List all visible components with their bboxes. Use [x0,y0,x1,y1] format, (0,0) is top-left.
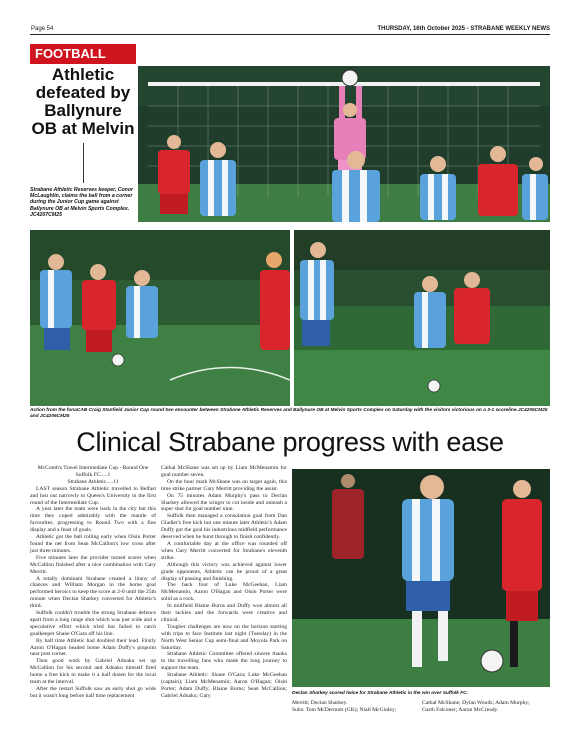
paragraph: A totally dominant Strabane created a litany of chances and William Morgan in the home goal performed heroics to keep the score at 2-0 until the 25th minute when Declan Sharkey converted for Athletic's third. [30,575,156,610]
paragraph: Strabane Athletic: Shane O'Gara; Luke McGeehan (captain); Liam McMenamin; Aaron O'Hagan; Oisin Porter; Adam Duffy; Blaine Burns; Sean McCallion; Gabriel Adnaku; Gary [161,672,287,699]
paragraph: Although this victory was achieved against lower grade opponents, Athletic can be proud of a great display of passing and finishing. [161,561,287,582]
paragraph: Tougher challenges are now on the horizon starting with trips to face Institute last night (Tuesday) in the North West Senior Cup semi-final and Moyola Park on Saturday. [161,623,287,651]
subs-list-left [292,700,416,714]
score-line-away: Strabane Athletic.....11 [67,478,119,485]
article-column-1 [30,465,156,700]
section-label: FOOTBALL [30,44,136,64]
story2-headline: Clinical Strabane progress with ease [76,427,504,457]
paragraph: A year later the team were back in the city but this time they coped admirably with the mantle of favourites, progressing to Round Two with a fine display and a feast of goals. [30,506,156,534]
story1-wide-caption: Action from the fonaCAB Craig Stanfield Junior Cup round two encounter between Strabane Athletic Reserves and Ballynure OB at Melvin Sports Complex on Saturday with the visitors victorious on a 3-1 scoreline.JC4205CM25 and JC4206CM25 [30,408,548,419]
subs-list-right [422,700,550,714]
paragraph: After the restart Suffolk saw an early shot go wide but it wasn't long before half time replacement [30,686,156,699]
photo-goalkeeper-catch [138,66,550,222]
paragraph: By half time Athletic had doubled their lead. Firstly Aaron O'Hagan headed home Adam Duffy's pinpoint near post corner. [30,637,156,658]
paragraph: Suffolk then managed a consolation goal from Dan Gladier's free kick but one minute later Athletic's Adam Duffy got the goal his industrious midfield performance deserved when he burst through to finish confidently. [161,513,287,541]
story1-photo-caption: Strabane Athletic Reserves keeper, Conor McLaughlin, claims the ball from a corner during the Junior Cup game against Ballynure OB at Melvin Sports Complex. JC4207CM25 [30,187,134,218]
article-column-2 [161,465,287,700]
paragraph: Strabane Athletic Committee offered sincere thanks to the travelling fans who made the long journey to support the team. [161,651,287,672]
headline-divider [83,143,84,183]
header-rule [30,34,550,35]
competition-line: McComb's Travel Intermediate Cup - Round One [37,465,149,471]
paragraph: On the hour mark McShane was on target again, this time strike partner Gary Merritt providing the assist. [161,478,287,492]
score-line-home: Suffolk FC.....1 [75,471,111,478]
paragraph: In midfield Blaine Burns and Duffy won almost all their tackles and the forwards were creative and clinical. [161,603,287,623]
paragraph: On 75 minutes Adam Murphy's pass to Declan Sharkey allowed the winger to cut inside and unleash a super shot for goal number nine. [161,492,287,513]
photo-declan-sharkey [292,469,550,687]
paragraph: Athletic got the ball rolling early when Oisin Porter found the net from Sean McCallion's low cross after just three minutes. [30,534,156,554]
team-line: Subs: Tom McDermott (GK); Niall McGinley; [292,706,397,713]
team-line: Garth Falconer; Aaron McCready. [422,706,499,713]
story2-photo-caption: Declan Sharkey scored twice for Strabane Athletic in the win over Suffolk FC. [292,691,468,696]
paragraph: Then good work by Gabriel Adnaku set up McCallion for his second and Adnaku himself fired home a free kick to make it a half dozen for the local team at the interval. [30,658,156,686]
team-line: Cathal McShane; Dylan Woods; Adam Murphy; [422,700,530,706]
paragraph: The back four of Luke McGeehan, Liam McMenamin, Aaron O'Hagan and Oisin Porter were solid as a rock. [161,582,287,603]
photo-match-action-left [30,230,290,406]
paragraph: Suffolk couldn't trouble the strong Strabane defence apart from a long range shot which was just wide and a speculative effort which tried but failed to catch goalkeeper Shane O'Gara off his line. [30,610,156,637]
paragraph: Cathal McShane was set up by Liam McMenamin for goal number seven. [161,465,287,478]
dateline: THURSDAY, 16th October 2025 - STRABANE WEEKLY NEWS [377,26,550,32]
story1-headline: Athletic defeated by Ballynure OB at Melvin [31,65,135,138]
team-line: Merritt; Declan Sharkey. [292,700,348,706]
paragraph: Five minutes later the provider turned scorer when McCallion finished after a nice combination with Gary Merritt. [30,554,156,575]
paragraph: A comfortable day at the office was rounded off when Gary Merritt converted for Strabane's eleventh strike. [161,540,287,561]
photo-match-action-right [294,230,550,406]
page-number: Page 54 [31,26,54,32]
paragraph: LAST season Strabane Athletic travelled to Belfast and lost out narrowly to Queen's University in the first round of the Intermediate Cup. [30,485,156,506]
